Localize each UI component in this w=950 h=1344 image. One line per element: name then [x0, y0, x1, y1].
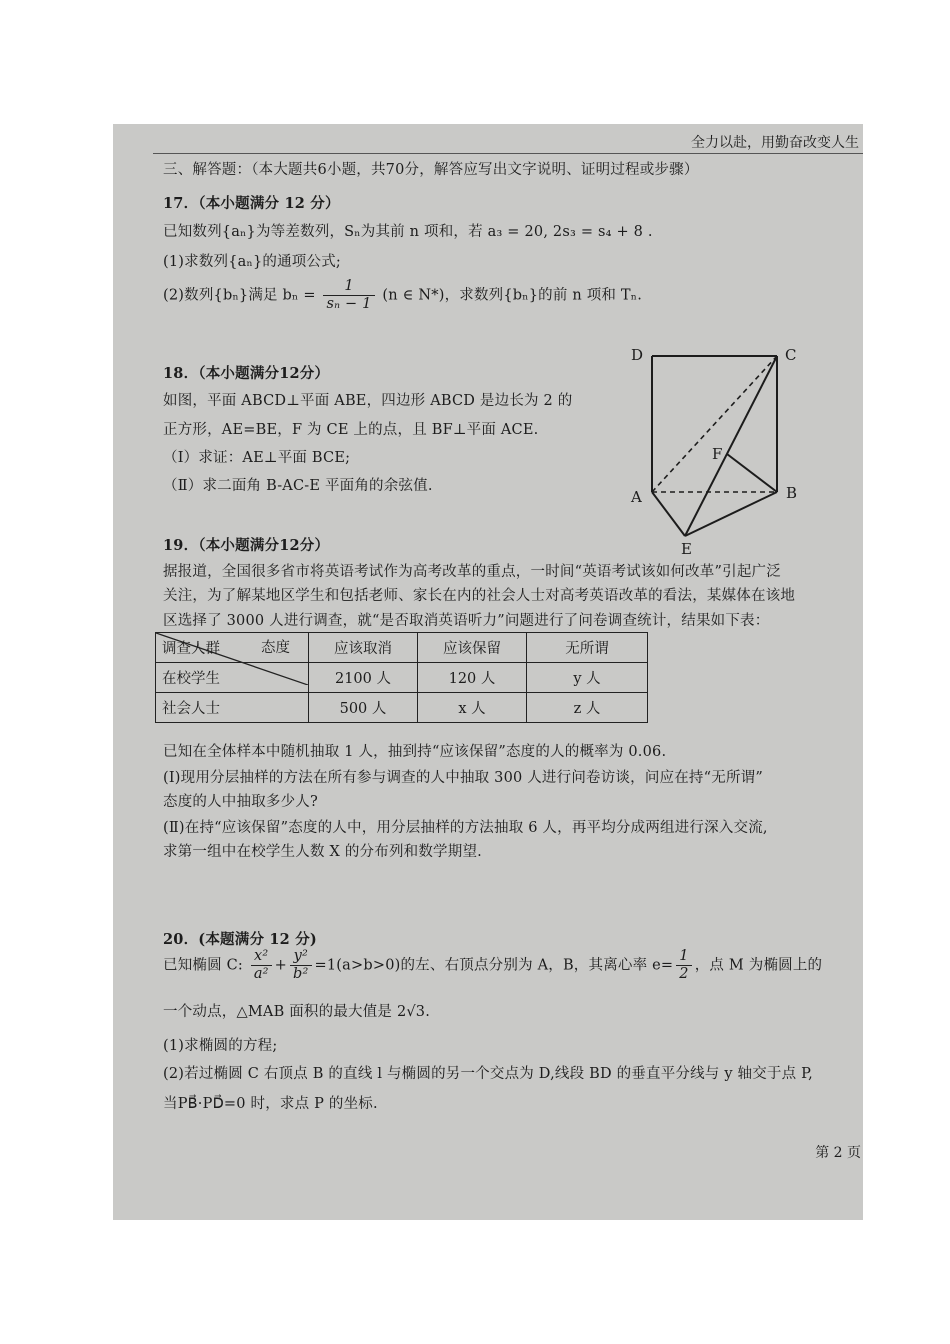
q19-line2: 关注，为了解某地区学生和包括老师、家长在内的社会人士对高考英语改革的看法，某媒体在该地 — [163, 588, 796, 604]
q18-geometry-figure — [625, 346, 815, 556]
table-cell: z 人 — [527, 693, 648, 723]
q17-frac-num: 1 — [323, 278, 374, 296]
q20-part1: (1)求椭圆的方程; — [163, 1038, 278, 1054]
page-number: 第 2 页 — [815, 1145, 861, 1161]
edge-eb — [685, 492, 777, 536]
header-slogan: 全力以赴，用勤奋改变人生 — [691, 135, 859, 151]
q19-part2a: (Ⅱ)在持“应该保留”态度的人中，用分层抽样的方法抽取 6 人，再平均分成两组进行深入交流, — [163, 820, 768, 836]
q18-part2: （Ⅱ）求二面角 B-AC-E 平面角的余弦值. — [163, 478, 433, 494]
q17-part1: (1)求数列{aₙ}的通项公式; — [163, 254, 341, 270]
q19-part2b: 求第一组中在校学生人数 X 的分布列和数学期望. — [163, 844, 482, 860]
survey-table — [155, 632, 648, 723]
q19-part1a: (Ⅰ)现用分层抽样的方法在所有参与调查的人中抽取 300 人进行问卷访谈，问应在持“无所谓” — [163, 770, 763, 786]
section-heading: 三、解答题：（本大题共6小题，共70分，解答应写出文字说明、证明过程或步骤） — [163, 162, 699, 178]
q17-title: 17．（本小题满分 12 分） — [163, 195, 340, 212]
label-a: A — [631, 488, 642, 506]
q20-line1-post: ，点 M 为椭圆上的 — [694, 957, 823, 974]
row-group-label: 在校学生 — [156, 663, 309, 693]
table-corner-cell — [156, 633, 309, 663]
q20-frac-y — [290, 948, 312, 983]
segment-bf — [727, 454, 777, 492]
table-cell: 2100 人 — [309, 663, 418, 693]
frac-x-den: a² — [253, 966, 269, 982]
frac-e-num: 1 — [676, 948, 691, 966]
label-d: D — [631, 346, 644, 364]
table-header: 无所谓 — [527, 633, 648, 663]
table-row — [156, 693, 648, 723]
q20-part2a: (2)若过椭圆 C 右顶点 B 的直线 l 与椭圆的另一个交点为 D,线段 BD 的垂直平分线与 y 轴交于点 P, — [163, 1066, 813, 1082]
q20-part2b: 当PB⃗·PD⃗=0 时，求点 P 的坐标. — [163, 1096, 378, 1112]
q17-part2-post: (n ∈ N*)，求数列{bₙ}的前 n 项和 Tₙ. — [382, 287, 643, 304]
q17-line1: 已知数列{aₙ}为等差数列，Sₙ为其前 n 项和，若 a₃ = 20, 2s₃ = s₄ + 8 . — [163, 224, 653, 240]
table-cell: 120 人 — [418, 663, 527, 693]
exam-page — [113, 124, 863, 1220]
table-header: 应该保留 — [418, 633, 527, 663]
q19-line3: 区选择了 3000 人进行调查，就“是否取消英语听力”问题进行了问卷调查统计，结果如下表： — [163, 613, 770, 629]
q19-part1b: 态度的人中抽取多少人? — [163, 794, 318, 810]
frac-y-num: y² — [290, 948, 312, 966]
q18-line2: 正方形，AE=BE，F 为 CE 上的点，且 BF⊥平面 ACE. — [163, 422, 539, 438]
table-header-row — [156, 633, 648, 663]
q20-line1-pre: 已知椭圆 C: — [163, 957, 243, 974]
corner-top-label: 态度 — [261, 640, 290, 656]
q20-line1-mid: =1(a>b>0)的左、右顶点分别为 A，B，其离心率 e= — [314, 957, 674, 974]
table-cell: y 人 — [527, 663, 648, 693]
q20-title: 20．(本题满分 12 分) — [163, 931, 317, 948]
q18-line1: 如图，平面 ABCD⊥平面 ABE，四边形 ABCD 是边长为 2 的 — [163, 393, 573, 409]
q20-frac-x — [251, 948, 272, 983]
label-f: F — [712, 445, 723, 463]
frac-y-den: b² — [293, 966, 309, 982]
frac-e-den: 2 — [679, 966, 689, 982]
q20-plus: + — [274, 957, 288, 974]
diagonal-ac — [652, 356, 777, 492]
q20-frac-e — [676, 948, 691, 983]
table-cell: 500 人 — [309, 693, 418, 723]
q17-part2 — [163, 278, 642, 313]
q19-after1: 已知在全体样本中随机抽取 1 人，抽到持“应该保留”态度的人的概率为 0.06. — [163, 744, 667, 760]
q19-title: 19．（本小题满分12分） — [163, 537, 330, 554]
corner-bottom-label: 调查人群 — [162, 641, 220, 657]
label-e: E — [681, 540, 692, 556]
q18-part1: （Ⅰ）求证：AE⊥平面 BCE; — [163, 450, 351, 466]
row-group-label: 社会人士 — [156, 693, 309, 723]
q18-title: 18．（本小题满分12分） — [163, 365, 330, 382]
label-b: B — [786, 484, 798, 502]
q19-line1: 据报道，全国很多省市将英语考试作为高考改革的重点，一时间“英语考试该如何改革”引起广泛 — [163, 564, 781, 580]
q17-frac-den: sₙ − 1 — [326, 296, 372, 312]
q20-line2: 一个动点，△MAB 面积的最大值是 2√3. — [163, 1004, 431, 1020]
edge-ae — [652, 492, 685, 536]
table-header: 应该取消 — [309, 633, 418, 663]
edge-ce — [685, 356, 777, 536]
q17-part2-pre: (2)数列{bₙ}满足 bₙ = — [163, 287, 316, 304]
q17-fraction — [323, 278, 374, 313]
q20-line1 — [163, 948, 822, 983]
table-cell: x 人 — [418, 693, 527, 723]
header-rule — [153, 153, 863, 154]
frac-x-num: x² — [251, 948, 272, 966]
label-c: C — [785, 346, 797, 364]
